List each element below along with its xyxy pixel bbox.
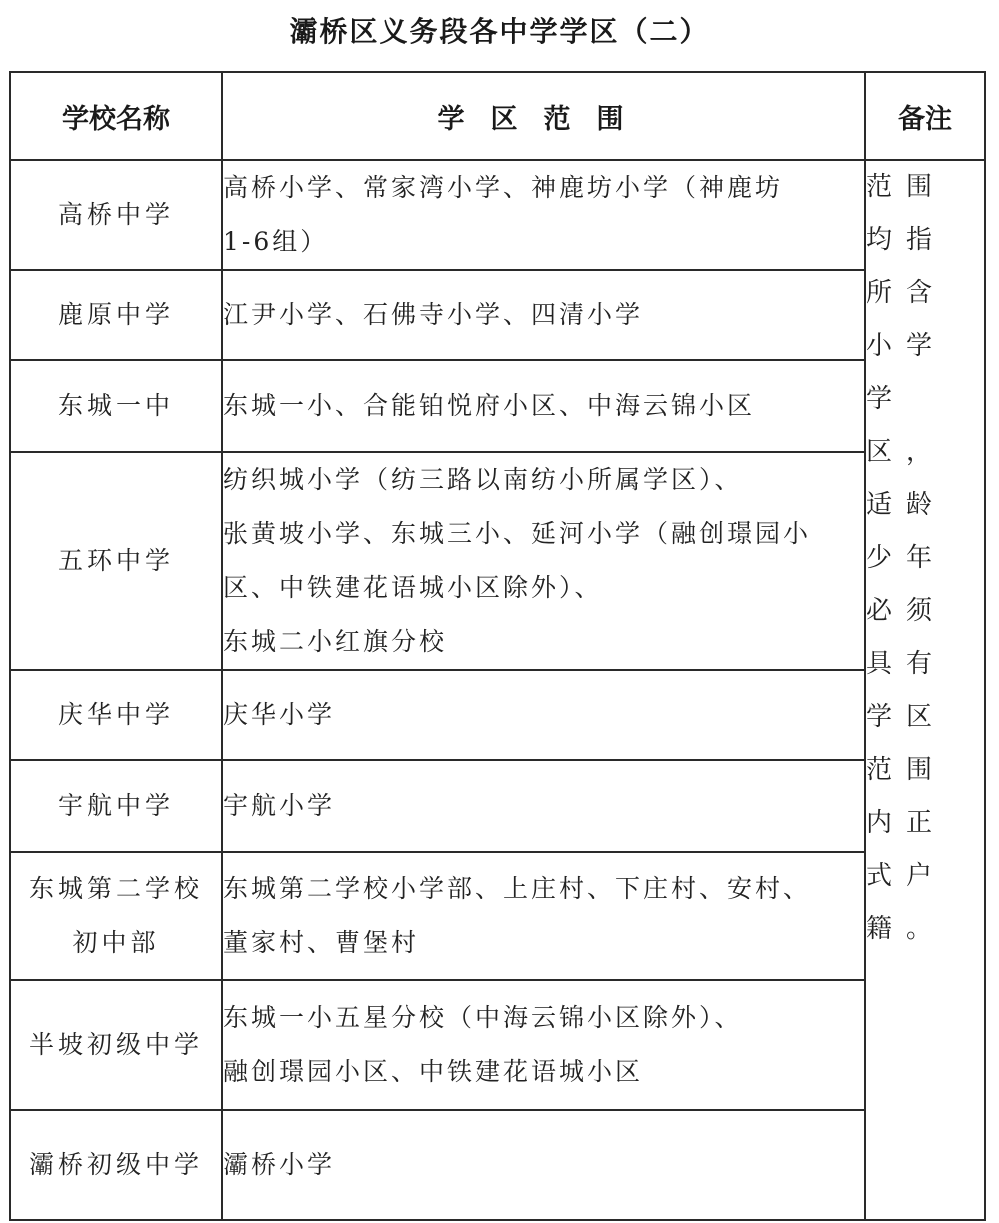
district-range-line: 高桥小学、常家湾小学、神鹿坊小学（神鹿坊 <box>223 173 784 202</box>
table-row <box>10 670 985 760</box>
school-name-cell <box>10 1110 222 1220</box>
school-name-line: 半坡初级中学 <box>28 1030 203 1059</box>
school-name-cell <box>10 270 222 360</box>
table-row <box>10 360 985 452</box>
school-name-line: 高桥中学 <box>57 200 174 229</box>
school-name-cell <box>10 852 222 980</box>
school-name-line: 灞桥初级中学 <box>28 1150 203 1179</box>
district-range-line: 庆华小学 <box>223 700 336 729</box>
district-range-line: 江尹小学、石佛寺小学、四清小学 <box>223 300 644 329</box>
school-name-line: 初中部 <box>72 928 160 957</box>
school-name-cell <box>10 670 222 760</box>
document-title: 灞桥区义务段各中学学区（二） <box>289 15 710 48</box>
header-district-range: 学区范围 <box>222 72 865 160</box>
district-range-line: 东城第二学校小学部、上庄村、下庄村、安村、 <box>223 874 812 903</box>
district-range-line: 1-6组） <box>223 227 329 256</box>
table-row <box>10 160 985 270</box>
school-name-line: 鹿原中学 <box>57 300 174 329</box>
district-range-line: 董家村、曹堡村 <box>223 928 420 957</box>
header-row <box>10 72 985 160</box>
school-name-cell <box>10 360 222 452</box>
district-range-line: 融创璟园小区、中铁建花语城小区 <box>223 1057 644 1086</box>
school-name-line: 东城第二学校 <box>28 874 203 903</box>
district-range-line: 东城一小、合能铂悦府小区、中海云锦小区 <box>223 391 756 420</box>
school-name-line: 五环中学 <box>57 546 174 575</box>
district-range-line: 区、中铁建花语城小区除外）、 <box>223 573 603 602</box>
header-remark: 备注 <box>865 72 985 160</box>
school-name-cell <box>10 452 222 670</box>
school-name-cell <box>10 760 222 852</box>
district-range-cell <box>222 670 865 760</box>
remark-cell: 范围均指所含小学学区，适龄少年必须具有学区范围内正式户籍。 <box>865 160 985 1220</box>
district-range-line: 东城二小红旗分校 <box>223 627 448 656</box>
table-row <box>10 452 985 670</box>
school-name-line: 东城一中 <box>57 391 174 420</box>
school-name-line: 宇航中学 <box>57 791 174 820</box>
district-range-line: 张黄坡小学、东城三小、延河小学（融创璟园小 <box>223 519 812 548</box>
school-name-cell <box>10 980 222 1110</box>
table-row <box>10 1110 985 1220</box>
header-school-name: 学校名称 <box>10 72 222 160</box>
district-range-cell <box>222 160 865 270</box>
district-range-line: 灞桥小学 <box>223 1150 336 1179</box>
district-range-line: 东城一小五星分校（中海云锦小区除外）、 <box>223 1003 743 1032</box>
table-row <box>10 980 985 1110</box>
district-range-cell <box>222 270 865 360</box>
district-range-cell <box>222 360 865 452</box>
school-district-table <box>9 71 986 1221</box>
district-range-cell <box>222 980 865 1110</box>
district-range-line: 纺织城小学（纺三路以南纺小所属学区）、 <box>223 465 743 494</box>
table-row <box>10 852 985 980</box>
district-range-line: 宇航小学 <box>223 791 336 820</box>
district-range-cell <box>222 452 865 670</box>
district-range-cell <box>222 852 865 980</box>
school-name-cell <box>10 160 222 270</box>
table-row <box>10 270 985 360</box>
district-range-cell <box>222 1110 865 1220</box>
table-row <box>10 760 985 852</box>
school-name-line: 庆华中学 <box>57 700 174 729</box>
district-range-cell <box>222 760 865 852</box>
